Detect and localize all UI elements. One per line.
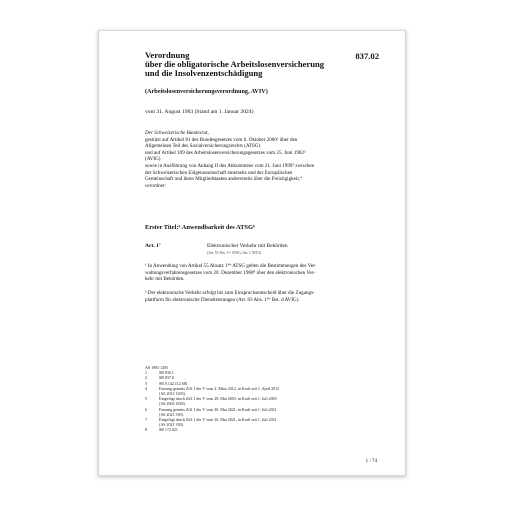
title-line: und die Insolvenzentschädigung xyxy=(145,67,263,78)
section-title: Erster Titel:⁵ Anwendbarkeit des ATSG⁶ xyxy=(145,224,255,231)
footnote: 2 SR 837.0 xyxy=(145,375,174,381)
page-number: 1 / 74 xyxy=(365,459,377,464)
article-label: Art. 1⁷ xyxy=(145,243,161,249)
preamble-line: der Schweizerischen Eidgenossenschaft einerseits und der Europäischen xyxy=(145,169,293,176)
paragraph-line: ¹ In Anwendung von Artikel 55 Absatz 1ᵇⁱˢ ATSG gelten die Bestimmungen des Ver- xyxy=(145,263,317,269)
preamble-line: und auf Artikel 109 des Arbeitslosenversicherungsgesetzes vom 25. Juni 1982² xyxy=(145,149,306,156)
footnote: 4 Fassung gemäss Ziff. I der V vom 2. März 2012, in Kraft seit 1. April 2012 xyxy=(145,385,280,391)
footnote: 5 Eingefügt durch Ziff. I der V vom 28. Mai 2003, in Kraft seit 1. Juli 2003 xyxy=(145,396,277,402)
footnote: (AS 2003 1828). xyxy=(159,401,186,407)
preamble xyxy=(145,130,377,189)
title-line: über die obligatorische Arbeitslosenversicherung xyxy=(145,58,325,69)
footnote: (AS 2021 339). xyxy=(159,422,184,428)
document-date: vom 31. August 1983 (Stand am 1. Januar 2024) xyxy=(145,109,254,115)
title-line: Verordnung xyxy=(145,50,190,60)
sr-number: 837.02 xyxy=(355,51,379,61)
preamble-intro: Der Schweizerische Bundesrat, xyxy=(145,130,209,136)
preamble-line: (AVIG) xyxy=(145,156,161,163)
footnote: 7 Eingefügt durch Ziff. I der V vom 26. Mai 2021, in Kraft seit 1. Juli 2021 xyxy=(145,417,277,423)
document-title xyxy=(145,51,345,77)
footnote: 1 SR 830.1 xyxy=(145,370,174,376)
paragraph-1 xyxy=(145,263,377,283)
footnote: (AS 2012 1203). xyxy=(159,391,186,397)
preamble-line: Allgemeinen Teil des Sozialversicherungsrechts (ATSG) xyxy=(145,143,261,150)
footnotes xyxy=(145,365,367,433)
footnote: (AS 2021 339). xyxy=(159,411,184,417)
footnote: 6 Fassung gemäss Ziff. I der V vom 26. Mai 2021, in Kraft seit 1. Juli 2021 xyxy=(145,406,277,412)
article-reference: (Art. 55 Abs. 1ᵇⁱˢ ATSG; Art. 1 AVIG) xyxy=(207,251,262,255)
article-title: Elektronischer Verkehr mit Behörden xyxy=(207,243,288,249)
preamble-line: sowie in Ausführung von Anhang II des Abkommens vom 21. Juni 1999³ zwischen xyxy=(145,162,315,169)
paragraph-line: ² Der elektronische Verkehr erfolgt bis zum Einspruchsentscheid über die Zugangs- xyxy=(145,290,315,296)
paragraph-2 xyxy=(145,290,377,303)
paragraph-line: waltungsverfahrensgesetzes vom 20. Dezember 1968⁸ über den elektronischen Ver- xyxy=(145,269,316,276)
paragraph-line: kehr mit Behörden. xyxy=(145,276,185,283)
footnote: 3 SR 0.142.112.681 xyxy=(145,380,188,386)
preamble-line: gestützt auf Artikel 81 des Bundesgesetzes vom 6. Oktober 2000¹ über den xyxy=(145,136,298,143)
paragraph-line: plattform für elektronische Dienstleistungen (Art. 83 Abs. 1ᵇⁱˢ Bst. d AVIG). xyxy=(145,296,300,303)
footnote-as: AS 1983 1205 xyxy=(145,365,169,370)
preamble-line: Gemeinschaft und ihren Mitgliedstaaten andererseits über die Freizügigkeit,⁴ xyxy=(145,176,302,183)
preamble-verordnet: verordnet: xyxy=(145,182,167,189)
footnote: 8 SR 172.021 xyxy=(145,427,178,433)
document-subtitle: (Arbeitslosenversicherungsverordnung, AVIV) xyxy=(145,88,268,95)
document-page xyxy=(98,30,406,476)
